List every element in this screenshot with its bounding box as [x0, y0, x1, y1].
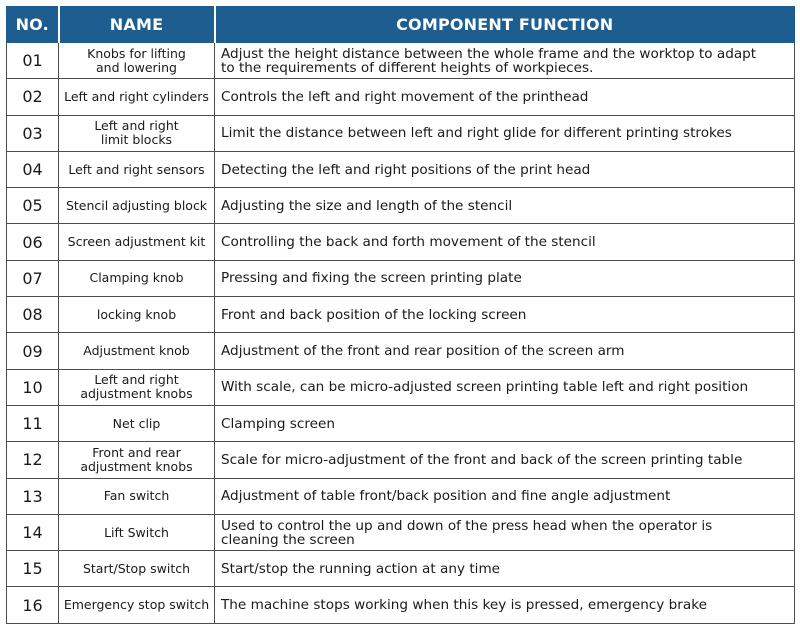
- component-function: Adjust the height distance between the whole frame and the worktop to adapt to the requirements of different heights of workpieces.: [215, 43, 795, 79]
- component-name: Clamping knob: [59, 260, 215, 296]
- table-body: [7, 43, 795, 624]
- row-number: 06: [7, 224, 59, 260]
- row-number: 02: [7, 79, 59, 115]
- component-function: Start/stop the running action at any time: [215, 551, 795, 587]
- component-name: locking knob: [59, 297, 215, 333]
- row-number: 07: [7, 260, 59, 296]
- table-row: [7, 442, 795, 478]
- component-function: Controlling the back and forth movement of the stencil: [215, 224, 795, 260]
- table-row: [7, 369, 795, 405]
- component-name: Screen adjustment kit: [59, 224, 215, 260]
- table-row: [7, 115, 795, 151]
- component-function: Front and back position of the locking screen: [215, 297, 795, 333]
- table-row: [7, 297, 795, 333]
- table-row: [7, 587, 795, 623]
- row-number: 12: [7, 442, 59, 478]
- component-name: Lift Switch: [59, 514, 215, 550]
- component-name: Left and right adjustment knobs: [59, 369, 215, 405]
- component-function: Scale for micro-adjustment of the front and back of the screen printing table: [215, 442, 795, 478]
- table-header: [7, 7, 795, 43]
- row-number: 10: [7, 369, 59, 405]
- component-function: The machine stops working when this key is pressed, emergency brake: [215, 587, 795, 623]
- header-row: [7, 7, 795, 43]
- row-number: 15: [7, 551, 59, 587]
- table-row: [7, 333, 795, 369]
- table-row: [7, 514, 795, 550]
- table-row: [7, 79, 795, 115]
- table-row: [7, 405, 795, 441]
- table-row: [7, 224, 795, 260]
- component-function: Clamping screen: [215, 405, 795, 441]
- row-number: 13: [7, 478, 59, 514]
- component-function: Detecting the left and right positions of the print head: [215, 151, 795, 187]
- component-function: Used to control the up and down of the press head when the operator is cleaning the screen: [215, 514, 795, 550]
- row-number: 16: [7, 587, 59, 623]
- component-name: Adjustment knob: [59, 333, 215, 369]
- row-number: 08: [7, 297, 59, 333]
- component-name: Emergency stop switch: [59, 587, 215, 623]
- row-number: 04: [7, 151, 59, 187]
- component-function: Controls the left and right movement of the printhead: [215, 79, 795, 115]
- component-function: Adjustment of the front and rear position of the screen arm: [215, 333, 795, 369]
- component-function: Pressing and fixing the screen printing plate: [215, 260, 795, 296]
- component-name: Net clip: [59, 405, 215, 441]
- component-name: Left and right sensors: [59, 151, 215, 187]
- table-row: [7, 260, 795, 296]
- component-function: Limit the distance between left and right glide for different printing strokes: [215, 115, 795, 151]
- component-function: Adjusting the size and length of the stencil: [215, 188, 795, 224]
- header-name: NAME: [59, 7, 215, 43]
- row-number: 03: [7, 115, 59, 151]
- table-row: [7, 188, 795, 224]
- component-name: Left and right cylinders: [59, 79, 215, 115]
- component-function: Adjustment of table front/back position and fine angle adjustment: [215, 478, 795, 514]
- component-name: Knobs for lifting and lowering: [59, 43, 215, 79]
- row-number: 14: [7, 514, 59, 550]
- row-number: 11: [7, 405, 59, 441]
- component-name: Front and rear adjustment knobs: [59, 442, 215, 478]
- component-name: Start/Stop switch: [59, 551, 215, 587]
- component-table-container: [6, 6, 794, 624]
- component-name: Fan switch: [59, 478, 215, 514]
- header-function: COMPONENT FUNCTION: [215, 7, 795, 43]
- component-function-table: [6, 6, 795, 624]
- table-row: [7, 43, 795, 79]
- table-row: [7, 478, 795, 514]
- table-row: [7, 551, 795, 587]
- row-number: 09: [7, 333, 59, 369]
- row-number: 01: [7, 43, 59, 79]
- table-row: [7, 151, 795, 187]
- component-name: Left and right limit blocks: [59, 115, 215, 151]
- row-number: 05: [7, 188, 59, 224]
- component-function: With scale, can be micro-adjusted screen printing table left and right position: [215, 369, 795, 405]
- component-name: Stencil adjusting block: [59, 188, 215, 224]
- header-no: NO.: [7, 7, 59, 43]
